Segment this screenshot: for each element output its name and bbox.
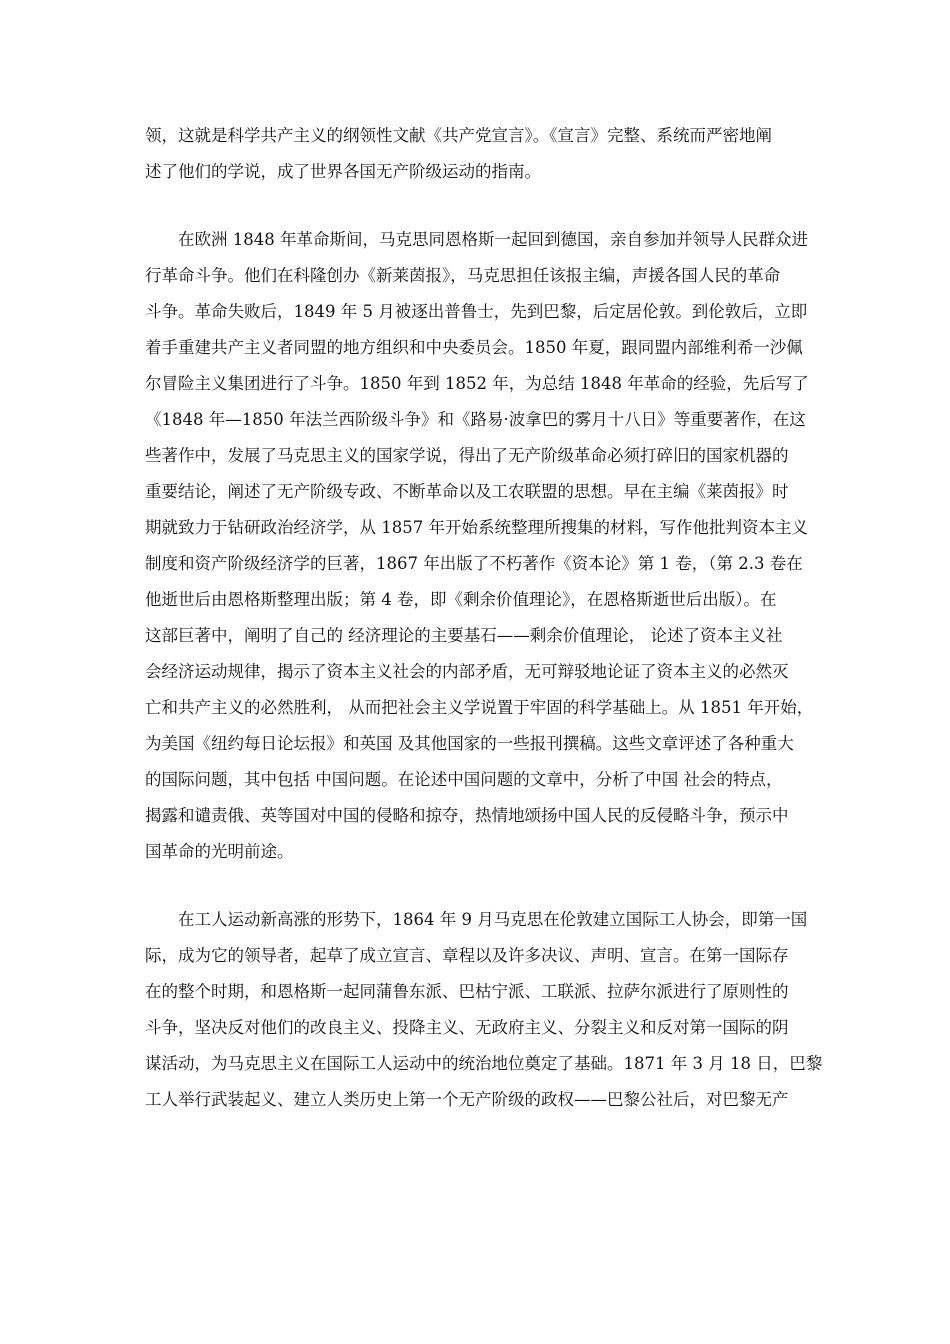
paragraph-1-line-1: 领，这就是科学共产主义的纲领性文献《共产党宣言》。《宣言》完整、系统而严密地阐	[145, 126, 772, 145]
paragraph-2-line-18: 国革命的光明前途。	[145, 842, 294, 861]
paragraph-2-line-14: 亡和共产主义的必然胜利， 从而把社会主义学说置于牢固的科学基础上。从 1851 年开始，	[145, 698, 814, 717]
paragraph-3-line-1: 在工人运动新高涨的形势下，1864 年 9 月马克思在伦敦建立国际工人协会，即第一国	[178, 910, 808, 929]
paragraph-3-line-5: 谋活动，为马克思主义在国际工人运动中的统治地位奠定了基础。1871 年 3 月 18 日，巴黎	[145, 1054, 823, 1073]
paragraph-2-line-4: 着手重建共产主义者同盟的地方组织和中央委员会。1850 年夏，跟同盟内部维利希一沙佩	[145, 338, 803, 357]
paragraph-2-line-16: 的国际问题，其中包括 中国问题。在论述中国问题的文章中，分析了中国 社会的特点，	[145, 770, 783, 789]
paragraph-3-line-4: 斗争，坚决反对他们的改良主义、投降主义、无政府主义、分裂主义和反对第一国际的阴	[145, 1018, 789, 1037]
paragraph-2-line-6: 《1848 年—1850 年法兰西阶级斗争》和《路易·波拿巴的雾月十八日》等重要著作，在这	[145, 410, 806, 429]
paragraph-2-line-15: 为美国《纽约每日论坛报》和英国 及其他国家的一些报刊撰稿。这些文章评述了各种重大	[145, 734, 794, 753]
paragraph-2-line-5: 尔冒险主义集团进行了斗争。1850 年到 1852 年，为总结 1848 年革命的经验，先后写了	[145, 374, 809, 393]
paragraph-3-line-2: 际，成为它的领导者，起草了成立宣言、章程以及许多决议、声明、宣言。在第一国际存	[145, 946, 789, 965]
paragraph-2-line-12: 这部巨著中，阐明了自己的 经济理论的主要基石——剩余价值理论， 论述了资本主义社	[145, 626, 783, 645]
paragraph-2-line-8: 重要结论，阐述了无产阶级专政、不断革命以及工农联盟的思想。早在主编《莱茵报》时	[145, 482, 789, 501]
paragraph-2-line-10: 制度和资产阶级经济学的巨著，1867 年出版了不朽著作《资本论》第 1 卷，（第 2.3 卷在	[145, 554, 803, 573]
paragraph-2-line-17: 揭露和谴责俄、英等国对中国的侵略和掠夺，热情地颂扬中国人民的反侵略斗争，预示中	[145, 806, 789, 825]
paragraph-2-line-13: 会经济运动规律，揭示了资本主义社会的内部矛盾，无可辩驳地论证了资本主义的必然灭	[145, 662, 789, 681]
paragraph-3-line-3: 在的整个时期，和恩格斯一起同蒲鲁东派、巴枯宁派、工联派、拉萨尔派进行了原则性的	[145, 982, 789, 1001]
paragraph-2-line-2: 行革命斗争。他们在科隆创办《新莱茵报》，马克思担任该报主编，声援各国人民的革命	[145, 266, 781, 285]
paragraph-2-line-1: 在欧洲 1848 年革命斯间，马克思同恩格斯一起回到德国，亲自参加并领导人民群众进	[178, 230, 808, 249]
paragraph-3-line-6: 工人举行武装起义、建立人类历史上第一个无产阶级的政权——巴黎公社后，对巴黎无产	[145, 1090, 789, 1109]
paragraph-2-line-11: 他逝世后由恩格斯整理出版；第 4 卷，即《剩余价值理论》，在恩格斯逝世后出版）。在	[145, 590, 777, 609]
paragraph-1-line-2: 述了他们的学说，成了世界各国无产阶级运动的指南。	[145, 162, 541, 181]
paragraph-2-line-9: 期就致力于钻研政治经济学，从 1857 年开始系统整理所搜集的材料，写作他批判资本主义	[145, 518, 808, 537]
paragraph-2-line-3: 斗争。革命失败后，1849 年 5 月被逐出普鲁士，先到巴黎，后定居伦敦。到伦敦后，立即	[145, 302, 808, 321]
paragraph-2-line-7: 些著作中，发展了马克思主义的国家学说，得出了无产阶级革命必须打碎旧的国家机器的	[145, 446, 789, 465]
